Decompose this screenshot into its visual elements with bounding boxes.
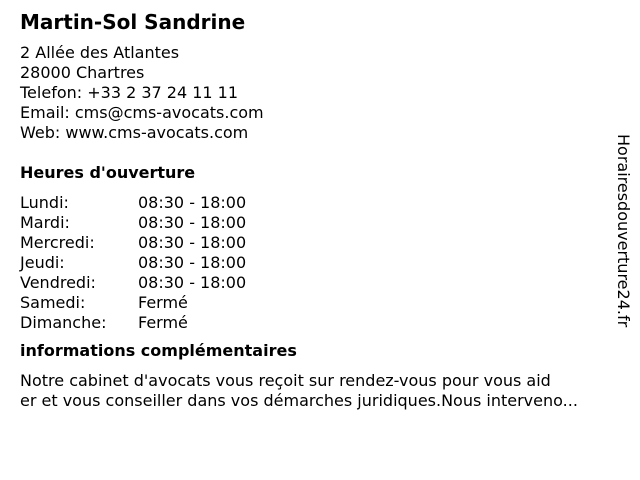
day-label: Lundi: (20, 193, 69, 212)
day-hours: 08:30 - 18:00 (138, 253, 247, 272)
business-card (20, 9, 620, 411)
address-line-2: 28000 Chartres (20, 63, 145, 82)
site-watermark: Horairesdouverture24.fr (614, 134, 633, 328)
hours-row-dimanche (20, 313, 620, 333)
day-label: Mercredi: (20, 233, 95, 252)
business-name: Martin-Sol Sandrine (20, 10, 246, 34)
hours-row-samedi (20, 293, 620, 313)
day-hours: Fermé (138, 293, 188, 312)
web-line: Web: www.cms-avocats.com (20, 123, 249, 142)
hours-row-lundi (20, 193, 620, 213)
hours-list (20, 193, 620, 333)
address-line-1: 2 Allée des Atlantes (20, 43, 180, 62)
day-label: Mardi: (20, 213, 70, 232)
email-line: Email: cms@cms-avocats.com (20, 103, 264, 122)
phone-line: Telefon: +33 2 37 24 11 11 (20, 83, 239, 102)
day-hours: 08:30 - 18:00 (138, 233, 247, 252)
day-hours: 08:30 - 18:00 (138, 213, 247, 232)
hours-row-jeudi (20, 253, 620, 273)
day-hours: Fermé (138, 313, 188, 332)
info-title: informations complémentaires (20, 341, 297, 360)
info-text-line-2: er et vous conseiller dans vos démarches juridiques.Nous interveno... (20, 391, 578, 410)
hours-title: Heures d'ouverture (20, 163, 196, 182)
hours-row-mercredi (20, 233, 620, 253)
info-text-line-1: Notre cabinet d'avocats vous reçoit sur rendez-vous pour vous aid (20, 371, 551, 390)
day-label: Jeudi: (20, 253, 65, 272)
hours-row-mardi (20, 213, 620, 233)
contact-block (20, 43, 620, 143)
day-label: Samedi: (20, 293, 86, 312)
day-hours: 08:30 - 18:00 (138, 193, 247, 212)
day-label: Dimanche: (20, 313, 107, 332)
hours-row-vendredi (20, 273, 620, 293)
day-label: Vendredi: (20, 273, 96, 292)
day-hours: 08:30 - 18:00 (138, 273, 247, 292)
